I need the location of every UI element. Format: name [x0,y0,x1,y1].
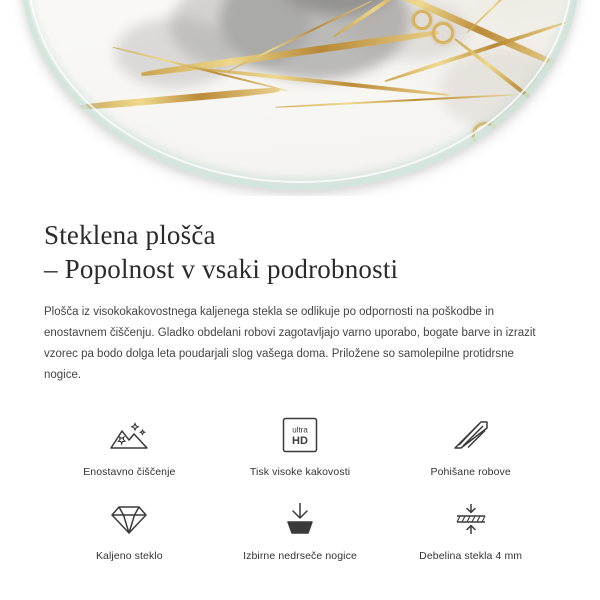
feature-label: Debelina stekla 4 mm [419,550,523,562]
svg-text:HD: HD [292,435,308,447]
easy-cleaning-icon [106,412,152,458]
gold-chain-link [412,10,432,30]
feature-item-ultra-hd-print [215,412,386,478]
polished-edges-icon [448,412,494,458]
content-section [0,196,600,562]
description-paragraph: Plošča iz visokokakovostnega kaljenega stekla se odlikuje po odpornosti na poškodbe in enostavnem čiščenju. Gladko obdelani robovi zagotavljajo varno uporabo, bogate barve in izrazit vzorec pa bodo dolga leta poudarjali slog vašega doma. Priložene so samolepilne protidrsne nogice. [44,306,536,381]
gold-chain-link [432,22,454,44]
feature-label: Kaljeno steklo [95,550,163,562]
feature-grid [44,412,556,562]
anti-slip-feet-icon [277,496,323,542]
feature-item-anti-slip-feet [215,496,386,562]
hero-image [0,0,600,196]
tempered-glass-icon [106,496,152,542]
feature-label: Pohišane robove [430,466,511,478]
feature-item-tempered-glass [44,496,215,562]
gold-vein [80,86,280,110]
feature-label: Tisk visoke kakovosti [249,466,351,478]
feature-item-easy-cleaning [44,412,215,478]
feature-label: Izbirne nedrseče nogice [243,550,357,562]
feature-label: Enostavno čiščenje [83,466,176,478]
page-title-line-1: Steklena plošča [44,220,216,250]
svg-text:ultra: ultra [292,425,308,435]
ultra-hd-print-icon [277,412,323,458]
page-title [44,196,556,286]
feature-item-polished-edges [385,412,556,478]
gold-chain-link [472,122,498,148]
page-title-line-2: – Popolnost v vsaki podrobnosti [44,254,399,284]
feature-item-glass-thickness [385,496,556,562]
glass-thickness-icon [448,496,494,542]
glass-plate-graphic [20,0,580,190]
